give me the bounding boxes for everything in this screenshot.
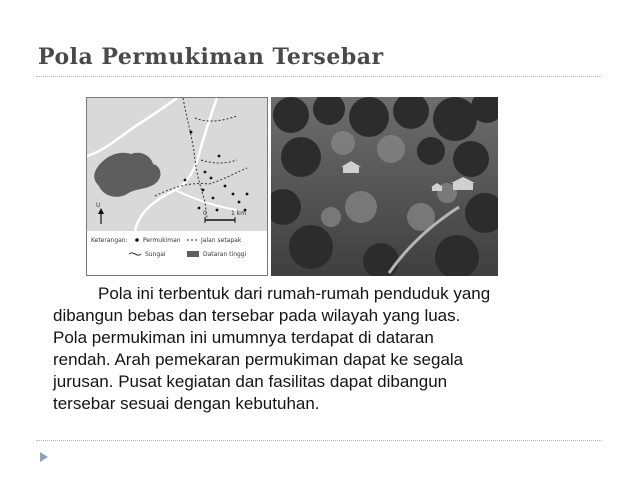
description-line: jurusan. Pusat kegiatan dan fasilitas dapat dibangun	[53, 372, 448, 391]
description-line: tersebar sesuai dengan kebutuhan.	[53, 394, 320, 413]
settlement-photo	[271, 97, 498, 276]
description-line: Pola permukiman ini umumnya terdapat di dataran	[53, 328, 434, 347]
legend-highland: Dataran tinggi	[203, 251, 247, 258]
description-line: rendah. Arah pemekaran permukiman dapat ke segala	[53, 350, 464, 369]
title-divider	[36, 76, 602, 77]
description-line: dibangun bebas dan tersebar pada wilayah yang luas.	[53, 306, 461, 325]
triangle-bullet-icon	[38, 451, 50, 463]
footer-divider	[36, 440, 602, 441]
slide-title: Pola Permukiman Tersebar	[38, 44, 384, 70]
description-line: Pola ini terbentuk dari rumah-rumah penduduk yang	[98, 284, 491, 303]
legend-footpath: Jalan setapak	[201, 237, 242, 244]
map-legend	[87, 231, 267, 275]
description-paragraph	[53, 283, 613, 415]
legend-river: Sungai	[145, 251, 166, 258]
legend-heading: Keterangan:	[91, 237, 128, 244]
legend-settlement: Permukiman	[143, 237, 181, 244]
settlement-map	[86, 97, 268, 276]
scale-zero: 0	[203, 210, 207, 217]
settlement-figure	[86, 97, 498, 276]
scale-label: 1 km	[231, 210, 247, 217]
north-label: U	[96, 202, 101, 209]
